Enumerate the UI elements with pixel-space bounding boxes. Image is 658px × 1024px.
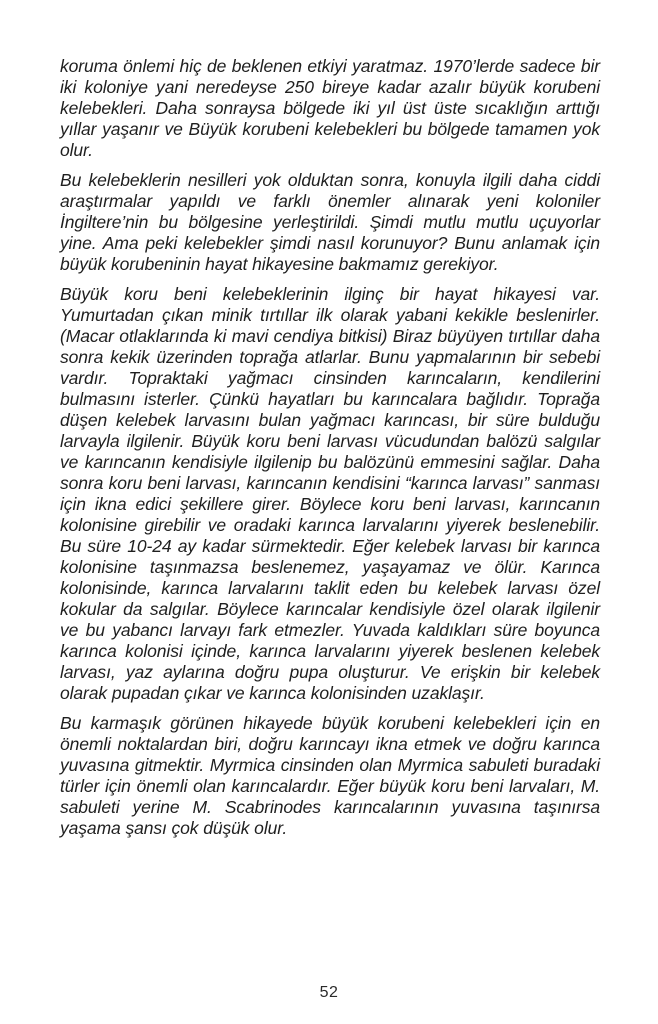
paragraph: koruma önlemi hiç de beklenen etkiyi yaratmaz. 1970’lerde sadece bir iki koloniye yani neredeyse 250 bireye kadar azalır büyük korubeni kelebekleri. Daha sonraysa bölgede iki yıl üst üste sıcaklığın arttığı yıllar yaşanır ve Büyük korubeni kelebekleri bu bölgede tamamen yok olur. — [60, 56, 600, 160]
body-text — [60, 56, 600, 848]
paragraph: Bu karmaşık görünen hikayede büyük korubeni kelebekleri için en önemli noktalardan biri, doğru karıncayı ikna etmek ve doğru karınca yuvasına gitmektir. Myrmica cinsinden olan Myrmica sabuleti buradaki türler için önemli olan karıncalardır. Eğer büyük koru beni larvaları, M. sabuleti yerine M. Scabrinodes karıncalarının yuvasına taşınırsa yaşama şansı çok düşük olur. — [60, 713, 600, 838]
page-number: 52 — [319, 984, 339, 1001]
paragraph: Büyük koru beni kelebeklerinin ilginç bir hayat hikayesi var. Yumurtadan çıkan minik tırtıllar ilk olarak yabani kekikle beslenirler.(Macar otlaklarında ki mavi cendiya bitkisi) Biraz büyüyen tırtıllar daha sonra kekik üzerinden toprağa atlarlar. Bunu yapmalarının bir sebebi vardır. Topraktaki yağmacı cinsinden karıncaların, kendilerini bulmasını isterler. Çünkü hayatları bu karıncalara bağlıdır. Toprağa düşen kelebek larvasını bulan yağmacı karıncası, bir süre bulduğu larvayla ilgilenir. Büyük koru beni larvası vücudundan balözü salgılar ve karıncanın kendisiyle ilgilenip bu balözünü emmesini sağlar. Daha sonra koru beni larvası, karıncanın kendisini “karınca larvası” sanması için ikna edici şekillere girer. Böylece koru beni larvası, karıncanın kolonisine girebilir ve oradaki karınca larvalarını yiyerek beslenebilir. Bu süre 10-24 ay kadar sürmektedir. Eğer kelebek larvası bir karınca kolonisine taşınmazsa beslenemez, yaşayamaz ve ölür. Karınca kolonisinde, karınca larvalarını taklit eden bu kelebek larvası özel kokular da salgılar. Böylece karıncalar kendisiyle özel olarak ilgilenir ve bu yabancı larvayı fark etmezler. Yuvada kaldıkları süre boyunca karınca kolonisi içinde, karınca larvalarını yiyerek beslenen kelebek larvası, yaz aylarına doğru pupa oluşturur. Ve erişkin bir kelebek olarak pupadan çıkar ve karınca kolonisinden uzaklaşır. — [60, 284, 600, 703]
paragraph: Bu kelebeklerin nesilleri yok olduktan sonra, konuyla ilgili daha ciddi araştırmalar yapıldı ve farklı önemler alınarak yeni koloniler İngiltere’nin bu bölgesine yerleştirildi. Şimdi mutlu mutlu uçuyorlar yine. Ama peki kelebekler şimdi nasıl korunuyor? Bunu anlamak için büyük korubeninin hayat hikayesine bakmamız gerekiyor. — [60, 170, 600, 274]
